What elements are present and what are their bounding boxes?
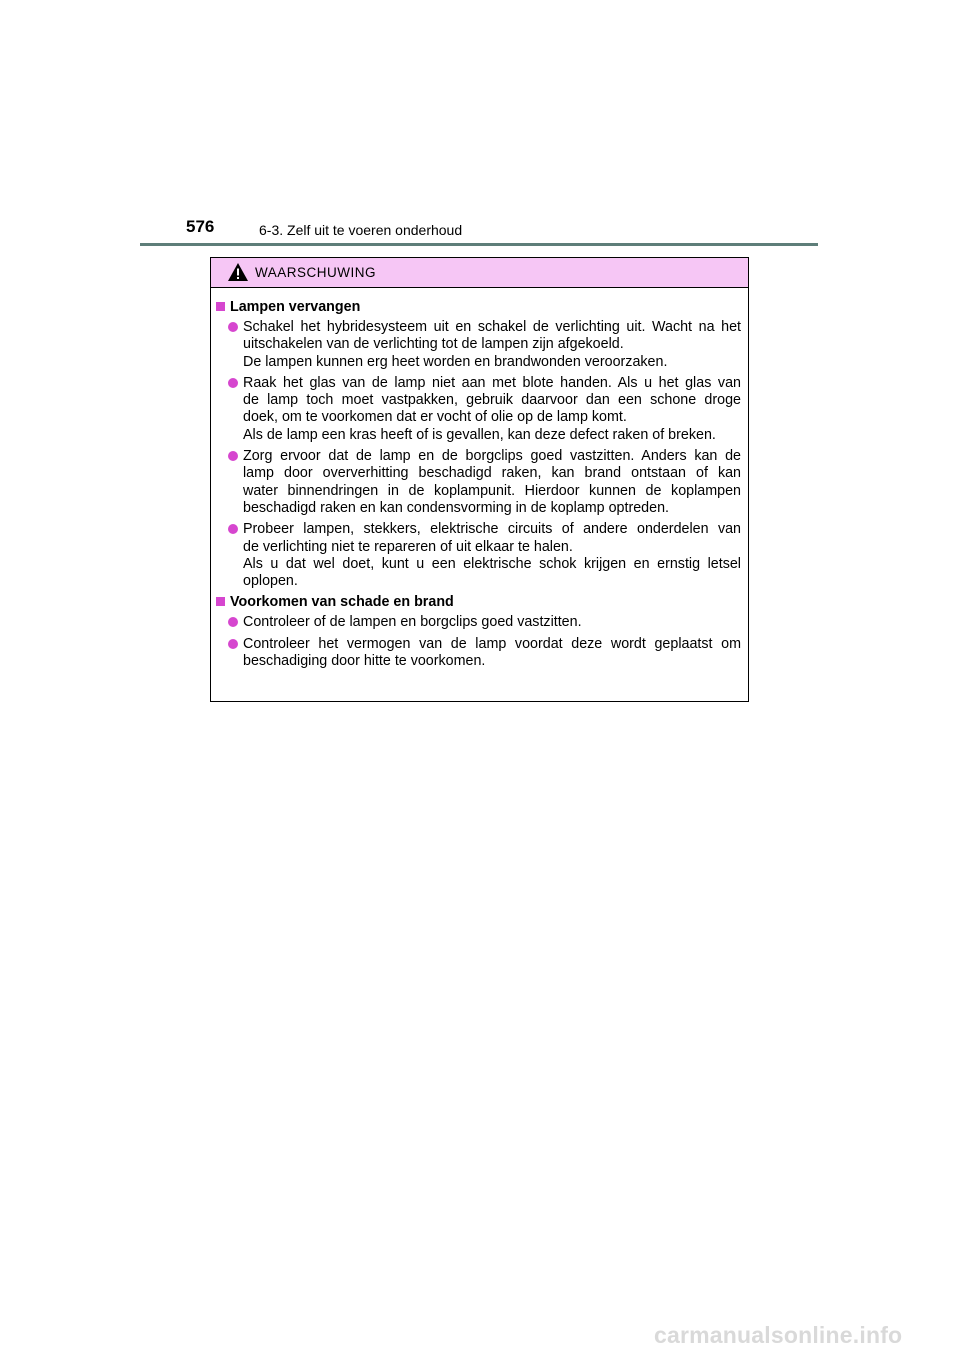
item-text-line: de lamp toch moet vastpakken, gebruik daarvoor dan een schone droge: [243, 392, 741, 409]
list-item: [216, 614, 741, 631]
section-heading-text: Voorkomen van schade en brand: [230, 594, 454, 611]
item-text-line: oplopen.: [243, 573, 298, 590]
square-bullet-icon: [216, 597, 225, 606]
item-text-line: uitschakelen van de verlichting tot de lampen zijn afgekoeld.: [243, 336, 624, 353]
list-item: [216, 448, 741, 517]
warning-body: [211, 288, 748, 670]
circle-bullet-icon: [228, 451, 238, 461]
warning-triangle-icon: [227, 262, 249, 282]
warning-box: [210, 257, 749, 702]
item-text-line: beschadigd raken en kan condensvorming in de koplamp optreden.: [243, 499, 670, 516]
warning-section: [216, 594, 741, 670]
list-item: [216, 375, 741, 444]
section-heading: [216, 594, 741, 611]
warning-section: [216, 299, 741, 590]
item-text-line: Als de lamp een kras heeft of is gevallen, kan deze defect raken of breken.: [243, 426, 716, 443]
item-text-line: Schakel het hybridesysteem uit en schakel de verlichting uit. Wacht na het: [243, 319, 741, 335]
item-text-line: Probeer lampen, stekkers, elektrische circuits of andere onderdelen van: [243, 521, 741, 538]
circle-bullet-icon: [228, 524, 238, 534]
page-header: [140, 214, 818, 246]
circle-bullet-icon: [228, 322, 238, 332]
circle-bullet-icon: [228, 378, 238, 388]
section-title: 6-3. Zelf uit te voeren onderhoud: [259, 222, 463, 238]
circle-bullet-icon: [228, 617, 238, 627]
item-text-line: doek, om te voorkomen dat er vocht of olie op de lamp komt.: [243, 409, 627, 426]
item-text-line: water binnendringen in de koplampunit. Hierdoor kunnen de koplampen: [243, 482, 741, 499]
square-bullet-icon: [216, 302, 225, 311]
item-text-line: Controleer of de lampen en borgclips goed vastzitten.: [243, 614, 582, 631]
item-text-line: beschadiging door hitte te voorkomen.: [243, 653, 486, 670]
list-item: [216, 319, 741, 371]
section-heading: [216, 299, 741, 316]
warning-header: [211, 258, 748, 288]
item-text-line: lamp door oververhitting beschadigd raken, kan brand ontstaan of kan: [243, 465, 741, 482]
section-heading-text: Lampen vervangen: [230, 299, 361, 315]
list-item: [216, 521, 741, 590]
page-number: 576: [186, 217, 215, 236]
item-text-line: Zorg ervoor dat de lamp en de borgclips goed vastzitten. Anders kan de: [243, 448, 741, 465]
warning-title: WAARSCHUWING: [255, 265, 376, 280]
item-text-line: Raak het glas van de lamp niet aan met blote handen. Als u het glas van: [243, 374, 741, 391]
circle-bullet-icon: [228, 639, 238, 649]
item-text-line: De lampen kunnen erg heet worden en brandwonden veroorzaken.: [243, 353, 668, 370]
list-item: [216, 636, 741, 671]
watermark: carmanualsonline.info: [654, 1322, 903, 1348]
item-text-line: de verlichting niet te repareren of uit elkaar te halen.: [243, 538, 573, 555]
item-text-line: Controleer het vermogen van de lamp voordat deze wordt geplaatst om: [243, 635, 741, 652]
header-rule: [140, 243, 818, 246]
item-text-line: Als u dat wel doet, kunt u een elektrische schok krijgen en ernstig letsel: [243, 555, 741, 572]
